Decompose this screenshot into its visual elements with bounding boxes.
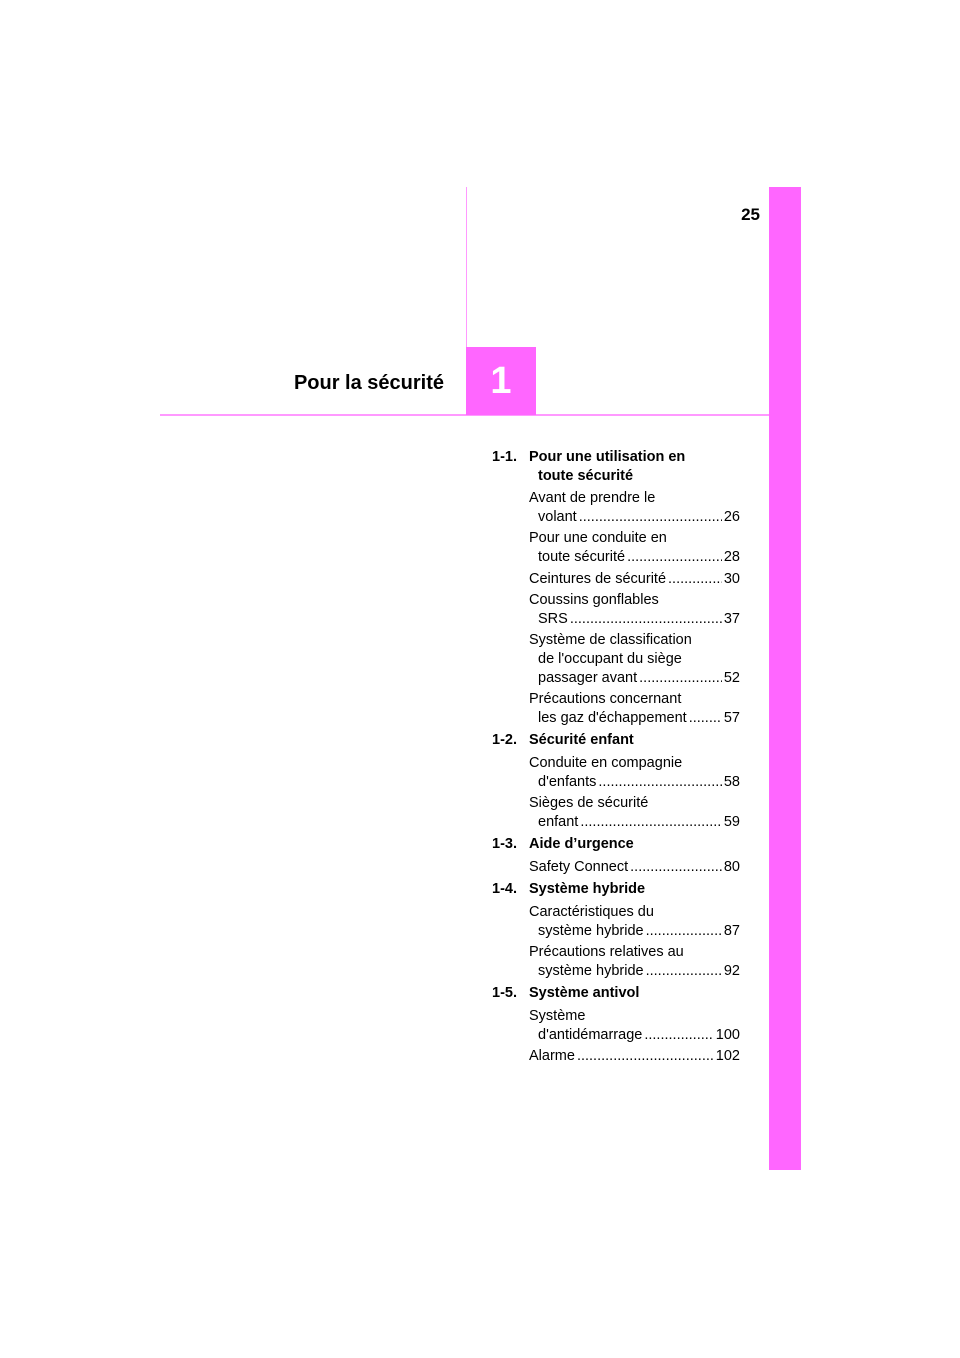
table-of-contents bbox=[492, 448, 740, 1066]
toc-section-number: 1-3. bbox=[492, 836, 517, 853]
toc-dot-leader bbox=[577, 1047, 714, 1066]
toc-page-number[interactable]: 87 bbox=[723, 922, 740, 939]
toc-dot-leader bbox=[646, 962, 722, 981]
toc-section-heading bbox=[492, 880, 740, 899]
toc-section-heading bbox=[492, 984, 740, 1003]
toc-entry-line: Sièges de sécurité bbox=[529, 795, 649, 812]
toc-entry-title: enfant bbox=[538, 813, 579, 830]
toc-entry-line: Système bbox=[529, 1008, 586, 1025]
toc-page-number[interactable]: 80 bbox=[723, 858, 740, 875]
toc-section-number: 1-4. bbox=[492, 881, 517, 898]
toc-entry-title: système hybride bbox=[538, 922, 644, 939]
toc-section-title bbox=[529, 835, 740, 854]
toc-page-number[interactable]: 52 bbox=[723, 669, 740, 686]
toc-dot-leader bbox=[646, 922, 722, 941]
toc-entry-line: de l'occupant du siège bbox=[538, 650, 682, 667]
horizontal-rule bbox=[160, 414, 769, 416]
toc-section-heading bbox=[492, 731, 740, 750]
toc-section-title bbox=[529, 984, 740, 1003]
toc-page-number[interactable]: 57 bbox=[723, 709, 740, 726]
toc-entry-line: Précautions relatives au bbox=[529, 944, 684, 961]
toc-entry[interactable] bbox=[529, 943, 740, 980]
toc-dot-leader bbox=[579, 508, 722, 527]
toc-entry[interactable] bbox=[529, 754, 740, 791]
toc-page-number[interactable]: 102 bbox=[715, 1048, 740, 1065]
toc-dot-leader bbox=[630, 858, 722, 877]
toc-section-number: 1-1. bbox=[492, 449, 517, 465]
toc-entry[interactable] bbox=[529, 794, 740, 831]
toc-entry-title: passager avant bbox=[538, 669, 638, 686]
toc-entry-title: Safety Connect bbox=[529, 858, 629, 875]
toc-entry-title: système hybride bbox=[538, 962, 644, 979]
toc-dot-leader bbox=[570, 610, 722, 629]
toc-section-title-line: Aide d’urgence bbox=[529, 836, 634, 853]
toc-section-number: 1-2. bbox=[492, 732, 517, 749]
toc-entry-line: Conduite en compagnie bbox=[529, 754, 683, 771]
toc-entry-title: toute sécurité bbox=[538, 548, 626, 565]
toc-entry[interactable] bbox=[529, 591, 740, 628]
toc-page-number[interactable]: 26 bbox=[723, 508, 740, 525]
toc-dot-leader bbox=[598, 773, 721, 792]
toc-entry[interactable] bbox=[529, 489, 740, 526]
toc-section-title bbox=[529, 880, 740, 899]
toc-entry[interactable] bbox=[529, 1007, 740, 1044]
toc-page-number[interactable]: 100 bbox=[715, 1026, 740, 1043]
toc-dot-leader bbox=[668, 570, 722, 589]
toc-section-number: 1-5. bbox=[492, 985, 517, 1002]
toc-dot-leader bbox=[639, 669, 722, 688]
toc-entry-line: Pour une conduite en bbox=[529, 530, 667, 547]
toc-section-heading bbox=[492, 448, 740, 485]
toc-section-title-line: Système antivol bbox=[529, 985, 640, 1002]
toc-entry-title: les gaz d'échappement bbox=[538, 709, 687, 726]
toc-entry[interactable] bbox=[529, 570, 740, 589]
chapter-title: Pour la sécurité bbox=[293, 372, 444, 394]
toc-section-title bbox=[529, 731, 740, 750]
toc-entry-title: Ceintures de sécurité bbox=[529, 570, 667, 587]
toc-entry-title: d'antidémarrage bbox=[538, 1026, 643, 1043]
toc-entry-line: Coussins gonflables bbox=[529, 592, 659, 609]
toc-section-title-line: Système hybride bbox=[529, 881, 646, 898]
chapter-number-box: 1 bbox=[466, 347, 536, 415]
toc-page-number[interactable]: 58 bbox=[723, 773, 740, 790]
toc-page-number[interactable]: 92 bbox=[723, 962, 740, 979]
toc-entry[interactable] bbox=[529, 903, 740, 940]
toc-section-title-line: Sécurité enfant bbox=[529, 732, 634, 749]
toc-page-number[interactable]: 30 bbox=[723, 570, 740, 587]
toc-section-title bbox=[529, 448, 740, 485]
toc-entry-line: Précautions concernant bbox=[529, 691, 682, 708]
toc-page-number[interactable]: 59 bbox=[723, 813, 740, 830]
page-number: 25 bbox=[741, 205, 760, 224]
vertical-rule bbox=[466, 187, 467, 347]
toc-entry-line: Caractéristiques du bbox=[529, 904, 654, 921]
chapter-side-tab bbox=[769, 187, 801, 1170]
toc-section-title-line: Pour une utilisation en bbox=[529, 449, 686, 465]
toc-section-title-line: toute sécurité bbox=[538, 467, 634, 484]
toc-dot-leader bbox=[627, 548, 722, 567]
toc-entry-title: Alarme bbox=[529, 1048, 575, 1065]
toc-dot-leader bbox=[689, 709, 722, 728]
toc-entry[interactable] bbox=[529, 631, 740, 687]
toc-page-number[interactable]: 37 bbox=[723, 610, 740, 627]
toc-entry[interactable] bbox=[529, 858, 740, 877]
toc-dot-leader bbox=[580, 813, 722, 832]
toc-entry-line: Système de classification bbox=[529, 632, 692, 649]
toc-entry-title: SRS bbox=[538, 610, 568, 627]
toc-dot-leader bbox=[644, 1026, 713, 1045]
toc-entry[interactable] bbox=[529, 529, 740, 566]
toc-page-number[interactable]: 28 bbox=[723, 548, 740, 565]
toc-entry-title: d'enfants bbox=[538, 773, 597, 790]
toc-section-heading bbox=[492, 835, 740, 854]
toc-entry-line: Avant de prendre le bbox=[529, 490, 656, 507]
toc-entry[interactable] bbox=[529, 1047, 740, 1066]
toc-entry-title: volant bbox=[538, 508, 577, 525]
toc-entry[interactable] bbox=[529, 690, 740, 727]
